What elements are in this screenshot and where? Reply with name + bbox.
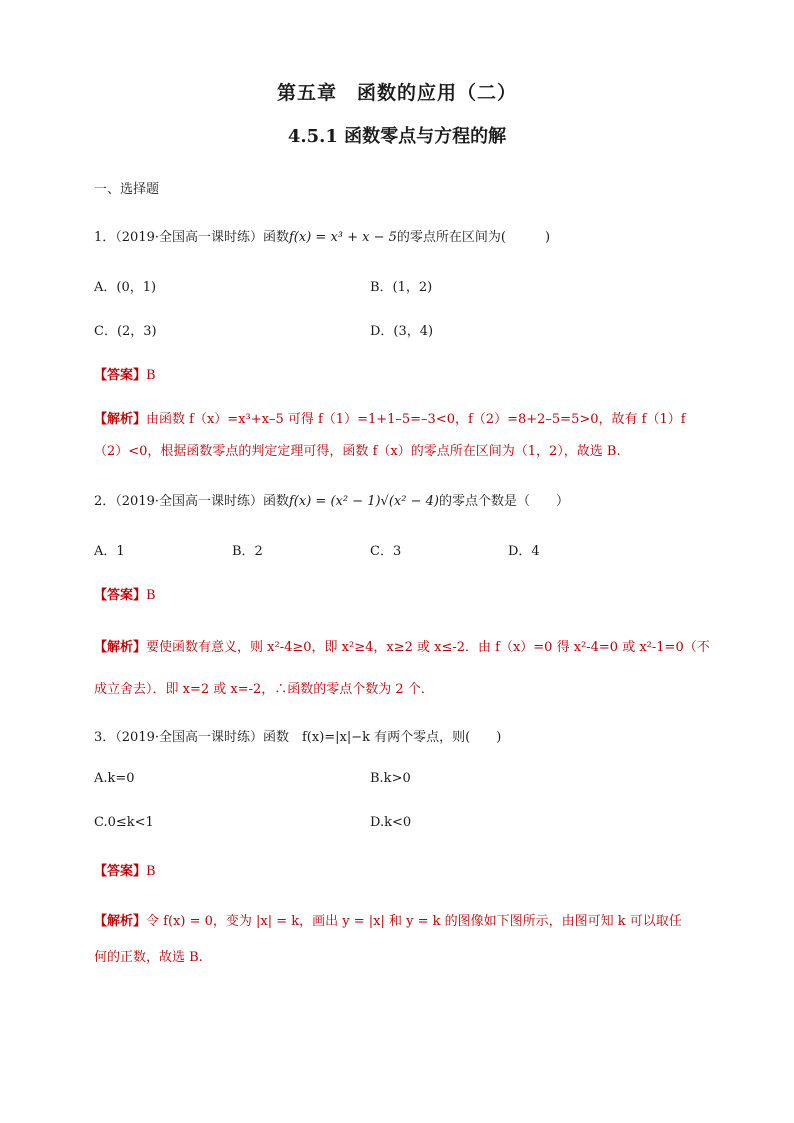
question-1-analysis-text-1: 由函数 f（x）=x³+x–5 可得 f（1）=1+1–5=–3<0，f（2）=8+2–5=5>0，故有 f（1）f [146,412,686,427]
question-3-option-a: A.k=0 [94,771,135,786]
question-1-formula: f(x) = x³ + x − 5 [289,230,397,245]
question-2-formula: f(x) = (x² − 1)√(x² − 4) [289,494,439,509]
analysis-tag: 【解析】 [94,412,147,427]
question-2-stem [94,490,569,509]
question-2-option-c: C．3 [370,544,402,559]
question-2-option-d: D．4 [508,544,540,559]
question-3-analysis-line-2: 何的正数，故选 B. [94,950,203,965]
question-3-option-c: C.0≤k<1 [94,815,154,830]
question-1-option-a: A．(0，1) [94,280,157,295]
analysis-tag: 【解析】 [94,914,147,929]
answer-tag: 【答案】 [94,588,147,603]
section-title: 4.5.1 函数零点与方程的解 [287,126,507,147]
question-1-option-b: B．(1，2) [370,280,433,295]
question-2-stem-suffix: 的零点个数是（ ） [438,494,569,509]
question-3-analysis-text-1: 令 f(x) = 0，变为 |x| = k，画出 y = |x| 和 y = k 的图像如下图所示，由图可知 k 可以取任 [146,914,682,929]
question-2-answer-value: B [146,588,156,603]
question-3-option-b: B.k>0 [370,771,411,786]
question-2-option-b: B．2 [232,544,263,559]
question-3-answer [94,860,156,879]
question-2-option-a: A．1 [94,544,125,559]
question-1-stem-prefix: 1．（2019·全国高一课时练）函数 [94,230,289,245]
question-1-option-c: C．(2，3) [94,324,157,339]
question-3-answer-value: B [146,864,156,879]
chapter-title: 第五章 函数的应用（二） [276,82,517,104]
question-2-analysis-line-1 [94,636,710,655]
question-1-answer-value: B [146,368,156,383]
question-1-stem-suffix: 的零点所在区间为( ) [396,230,551,245]
answer-tag: 【答案】 [94,368,147,383]
question-1-analysis-line-2: （2）<0，根据函数零点的判定定理可得，函数 f（x）的零点所在区间为（1，2），故选 B. [94,444,621,459]
question-type-heading: 一、选择题 [94,182,160,197]
question-2-answer [94,584,156,603]
question-2-stem-prefix: 2．（2019·全国高一课时练）函数 [94,494,289,509]
question-1-stem [94,226,550,245]
question-2-analysis-line-2: 成立舍去）．即 x=2 或 x=-2，∴函数的零点个数为 2 个． [94,682,434,697]
question-1-option-d: D．(3，4) [370,324,434,339]
analysis-tag: 【解析】 [94,640,147,655]
answer-tag: 【答案】 [94,864,147,879]
question-2-analysis-text-1: 要使函数有意义，则 x²-4≥0，即 x²≥4，x≥2 或 x≤-2．由 f（x）=0 得 x²-4=0 或 x²-1=0（不 [146,640,710,655]
question-3-analysis-line-1 [94,910,682,929]
question-3-option-d: D.k<0 [370,815,412,830]
question-3-stem: 3．（2019·全国高一课时练）函数 f(x)=|x|−k 有两个零点，则( ) [94,730,502,745]
question-1-answer [94,364,156,383]
question-1-analysis-line-1 [94,408,686,427]
